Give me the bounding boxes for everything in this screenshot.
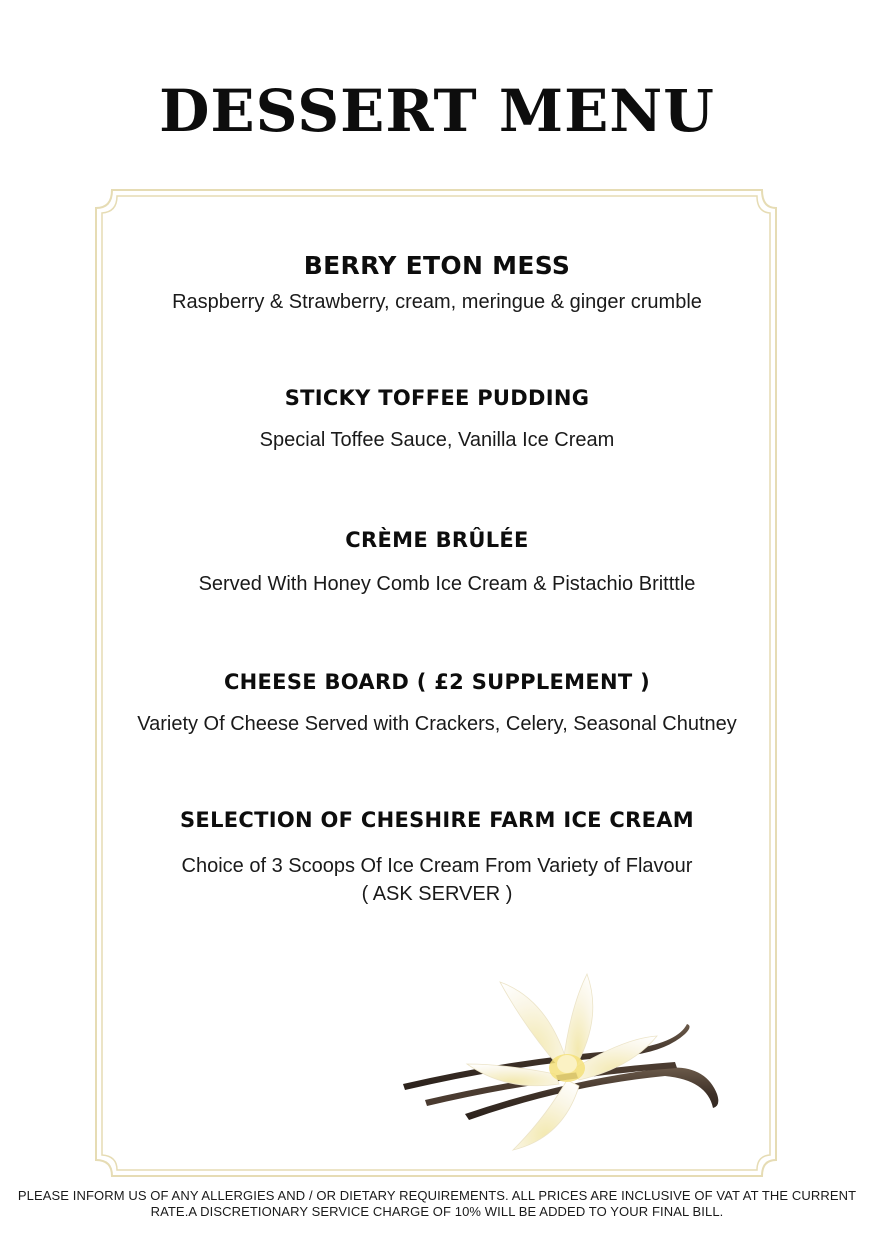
- footer-line: RATE.A DISCRETIONARY SERVICE CHARGE OF 10% WILL BE ADDED TO YOUR FINAL BILL.: [150, 1204, 724, 1219]
- item-description: Served With Honey Comb Ice Cream & Pistachio Britttle: [198, 573, 696, 595]
- footer-line: PLEASE INFORM US OF ANY ALLERGIES AND / OR DIETARY REQUIREMENTS. ALL PRICES ARE INCLUSIVE OF VAT AT THE CURRENT: [17, 1188, 857, 1203]
- menu-item-berry-eton-mess: [0, 250, 874, 314]
- item-note: ( ASK SERVER ): [361, 883, 513, 905]
- menu-item-cheese-board: [0, 668, 874, 736]
- vanilla-flower-icon: [395, 968, 725, 1158]
- allergy-footer-note: [10, 1188, 864, 1220]
- menu-item-sticky-toffee-pudding: [0, 384, 874, 452]
- item-name: SELECTION OF CHESHIRE FARM ICE CREAM: [180, 808, 694, 832]
- menu-title: DESSERT MENU: [159, 77, 715, 145]
- item-description: Raspberry & Strawberry, cream, meringue & ginger crumble: [172, 291, 702, 313]
- item-description: Special Toffee Sauce, Vanilla Ice Cream: [259, 429, 615, 451]
- item-name: CHEESE BOARD ( £2 SUPPLEMENT ): [223, 670, 651, 694]
- menu-item-ice-cream: [0, 806, 874, 908]
- menu-item-creme-brulee: [0, 526, 874, 596]
- item-name: STICKY TOFFEE PUDDING: [284, 386, 590, 410]
- item-description: Choice of 3 Scoops Of Ice Cream From Variety of Flavour: [181, 855, 693, 877]
- item-description: Variety Of Cheese Served with Crackers, Celery, Seasonal Chutney: [137, 713, 737, 735]
- item-name: CRÈME BRÛLÉE: [345, 528, 529, 552]
- item-name: BERRY ETON MESS: [303, 251, 571, 280]
